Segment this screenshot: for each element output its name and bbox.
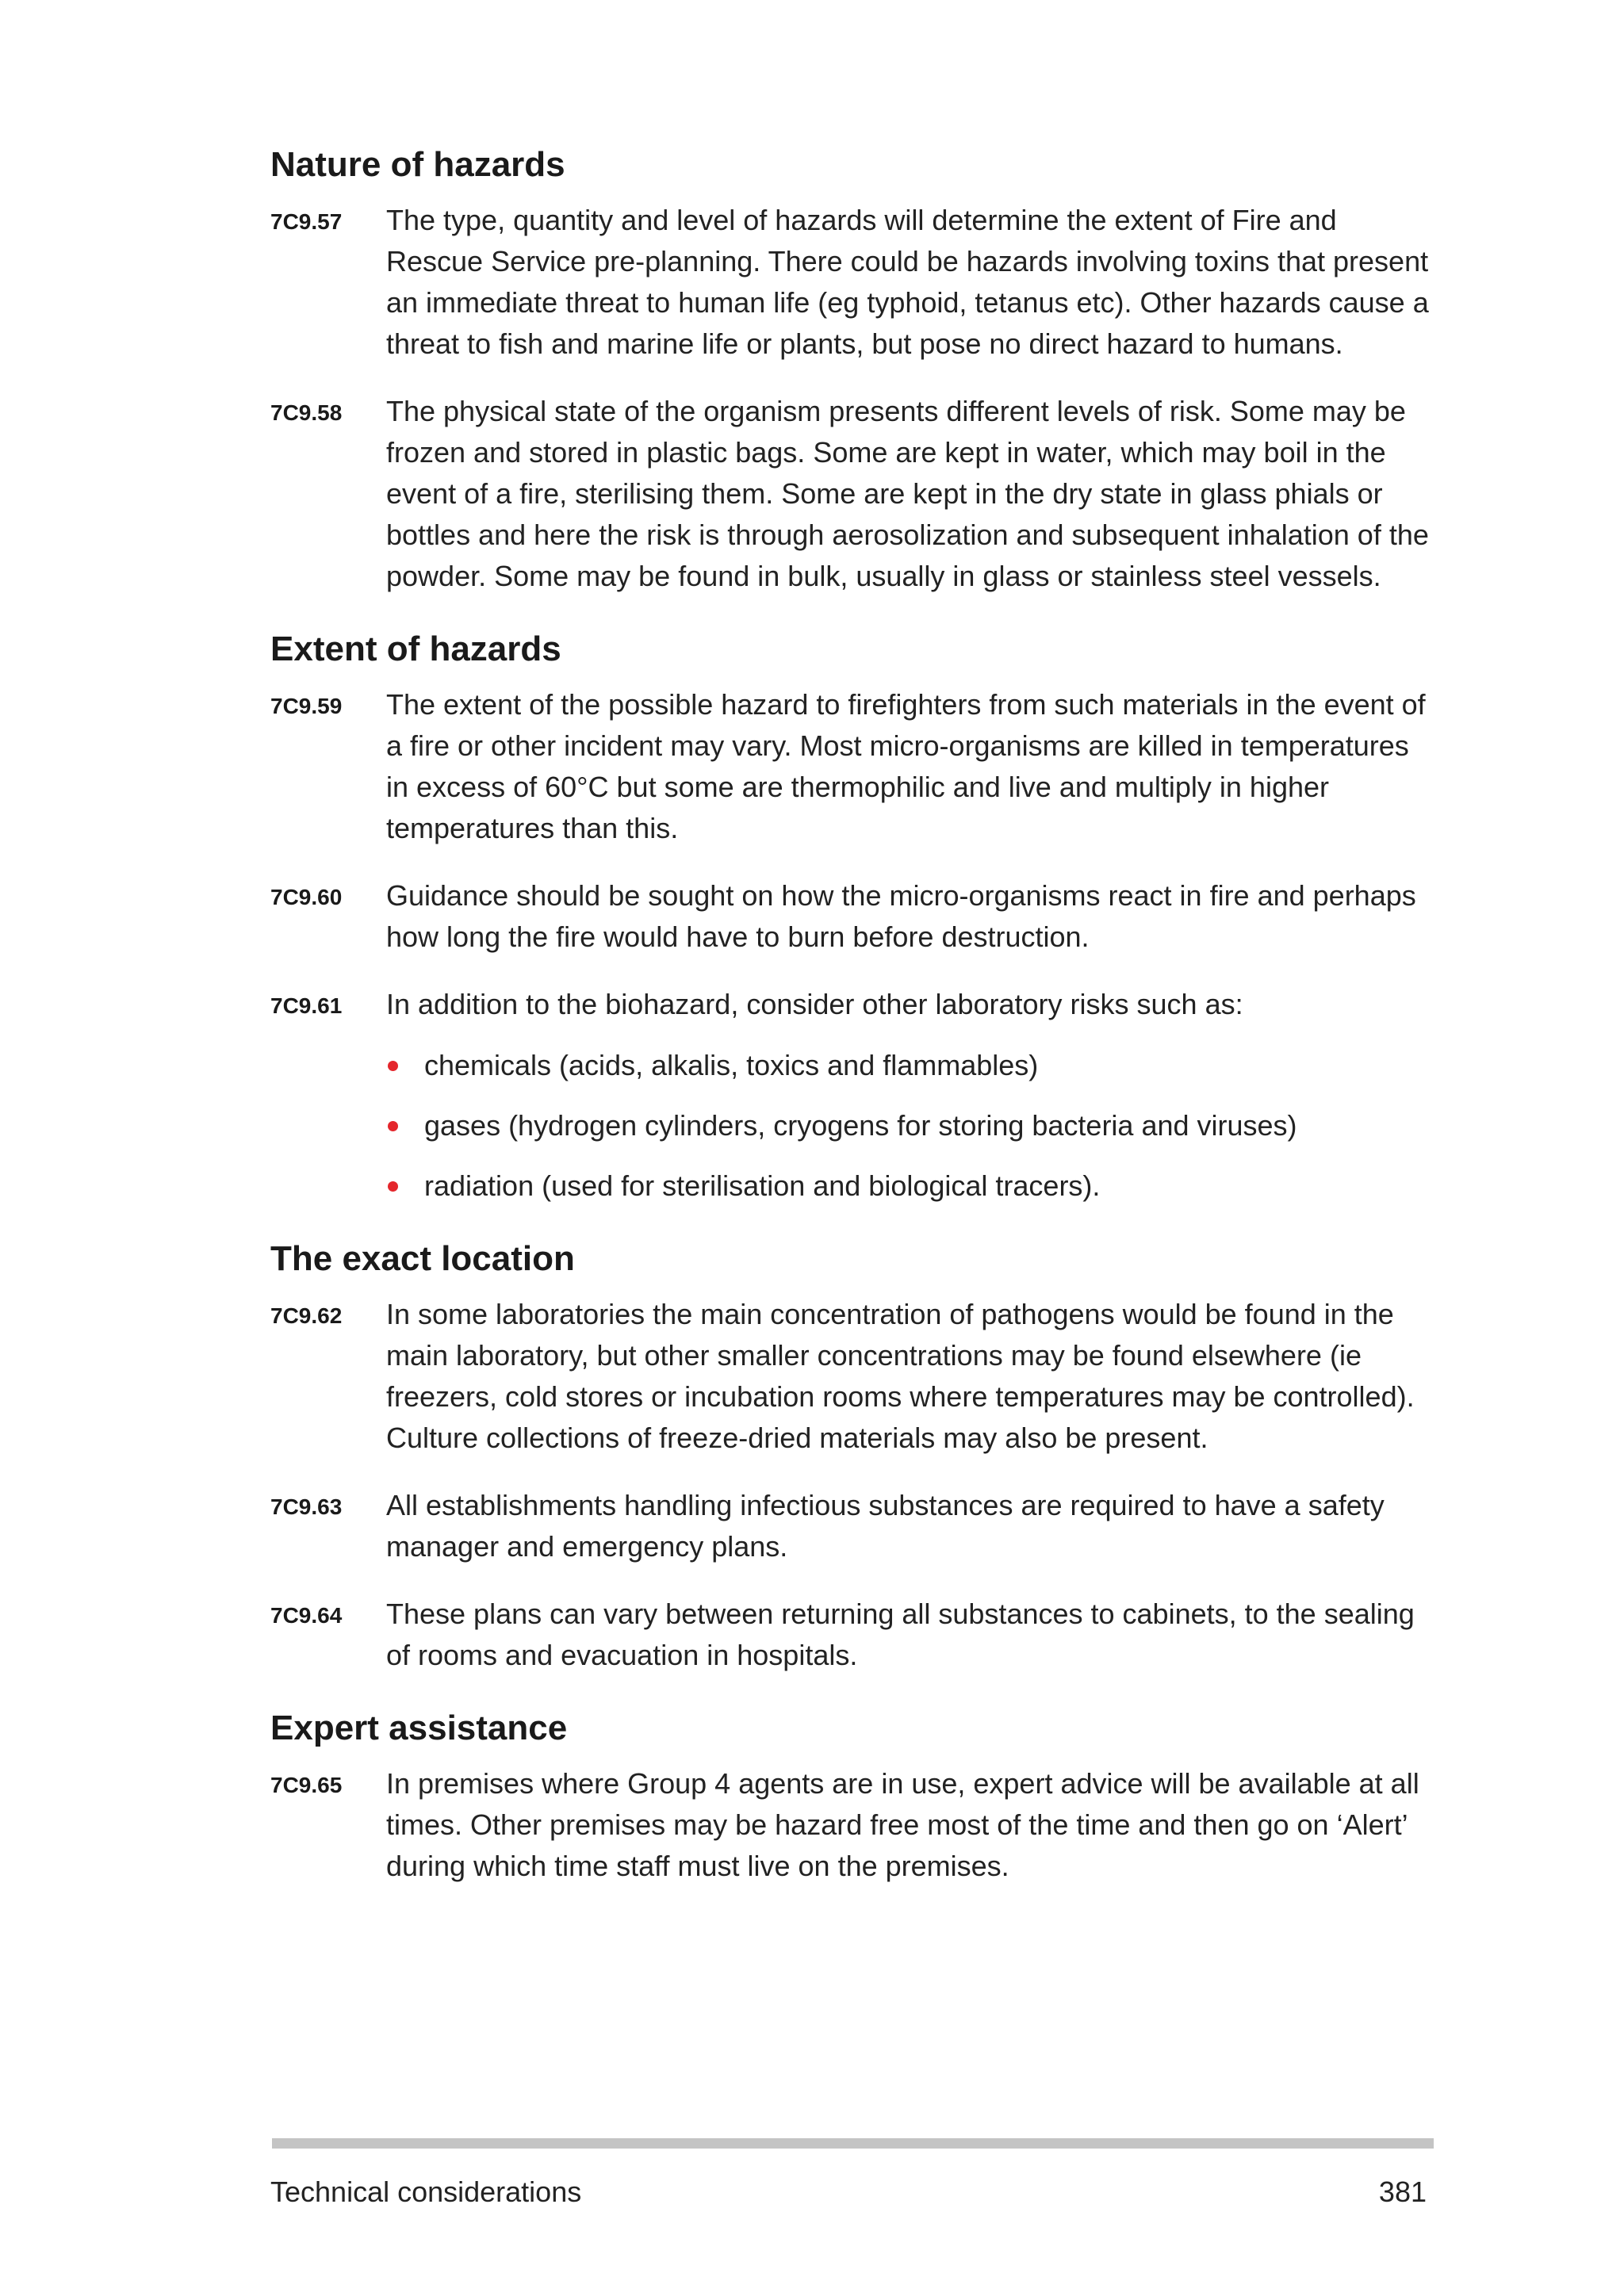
numbered-paragraph [270,984,1436,1027]
bullet-text: gases (hydrogen cylinders, cryogens for storing bacteria and viruses) [424,1109,1297,1142]
bullet-text: chemicals (acids, alkalis, toxics and flammables) [424,1049,1039,1081]
numbered-paragraph [270,200,1436,365]
bullet-item [386,1165,1436,1207]
paragraph-number: 7C9.63 [270,1494,343,1519]
paragraph-text: In premises where Group 4 agents are in use, expert advice will be available at all times. Other premises may be hazard free most of the time and then go on ‘Alert’ during which time staff must live on the premises. [386,1767,1419,1882]
section-heading: Nature of hazards [270,145,565,184]
section-expert-assistance [270,1706,1436,1887]
numbered-paragraph [270,875,1436,958]
paragraph-text: The type, quantity and level of hazards will determine the extent of Fire and Rescue Service pre-planning. There could be hazards involving toxins that present an immediate threat to human life (eg typhoid, tetanus etc). Other hazards cause a threat to fish and marine life or plants, but pose no direct hazard to humans. [386,204,1429,360]
risk-bullet-list [386,1045,1436,1207]
paragraph-number: 7C9.60 [270,885,343,909]
paragraph-number: 7C9.64 [270,1603,343,1628]
bullet-dot-icon [388,1181,398,1192]
paragraph-text: The extent of the possible hazard to firefighters from such materials in the event of a fire or other incident may vary. Most micro-organisms are killed in temperatures in excess of 60°C but some are thermophilic and live and multiply in higher temperatures than this. [386,688,1426,844]
paragraph-number: 7C9.58 [270,400,343,425]
numbered-paragraph [270,1594,1436,1676]
page-number: 381 [1378,2175,1427,2208]
section-heading: Extent of hazards [270,629,561,668]
section-heading: Expert assistance [270,1709,568,1747]
bullet-item [386,1105,1436,1146]
paragraph-text: These plans can vary between returning all substances to cabinets, to the sealing of rooms and evacuation in hospitals. [386,1598,1415,1671]
section-extent-of-hazards [270,627,1436,1207]
numbered-paragraph [270,1294,1436,1459]
paragraph-number: 7C9.57 [270,209,343,234]
paragraph-text: The physical state of the organism presents different levels of risk. Some may be frozen and stored in plastic bags. Some are kept in water, which may boil in the event of a fire, sterilising them. Some are kept in the dry state in glass phials or bottles and here the risk is through aerosolization and subsequent inhalation of the powder. Some may be found in bulk, usually in glass or stainless steel vessels. [386,395,1429,592]
bullet-dot-icon [388,1061,398,1071]
section-heading: The exact location [270,1239,575,1278]
numbered-paragraph [270,1485,1436,1567]
paragraph-text: In addition to the biohazard, consider other laboratory risks such as: [386,988,1243,1020]
paragraph-text: Guidance should be sought on how the micro-organisms react in fire and perhaps how long the fire would have to burn before destruction. [386,879,1416,953]
paragraph-text: In some laboratories the main concentration of pathogens would be found in the main laboratory, but other smaller concentrations may be found elsewhere (ie freezers, cold stores or incubation rooms where temperatures may be controlled). Culture collections of freeze-dried materials may also be present. [386,1298,1415,1454]
section-nature-of-hazards [270,143,1436,597]
bullet-dot-icon [388,1121,398,1131]
document-page [270,143,1436,1887]
paragraph-text: All establishments handling infectious substances are required to have a safety manager and emergency plans. [386,1489,1385,1563]
footer-chapter-title: Technical considerations [270,2175,582,2208]
footer-divider [272,2138,1434,2149]
paragraph-number: 7C9.65 [270,1773,343,1797]
bullet-item [386,1045,1436,1086]
numbered-paragraph [270,1763,1436,1887]
paragraph-number: 7C9.62 [270,1303,343,1328]
paragraph-number: 7C9.61 [270,993,343,1018]
numbered-paragraph [270,684,1436,849]
section-exact-location [270,1237,1436,1676]
paragraph-number: 7C9.59 [270,694,343,718]
numbered-paragraph [270,391,1436,597]
bullet-text: radiation (used for sterilisation and biological tracers). [424,1169,1101,1202]
